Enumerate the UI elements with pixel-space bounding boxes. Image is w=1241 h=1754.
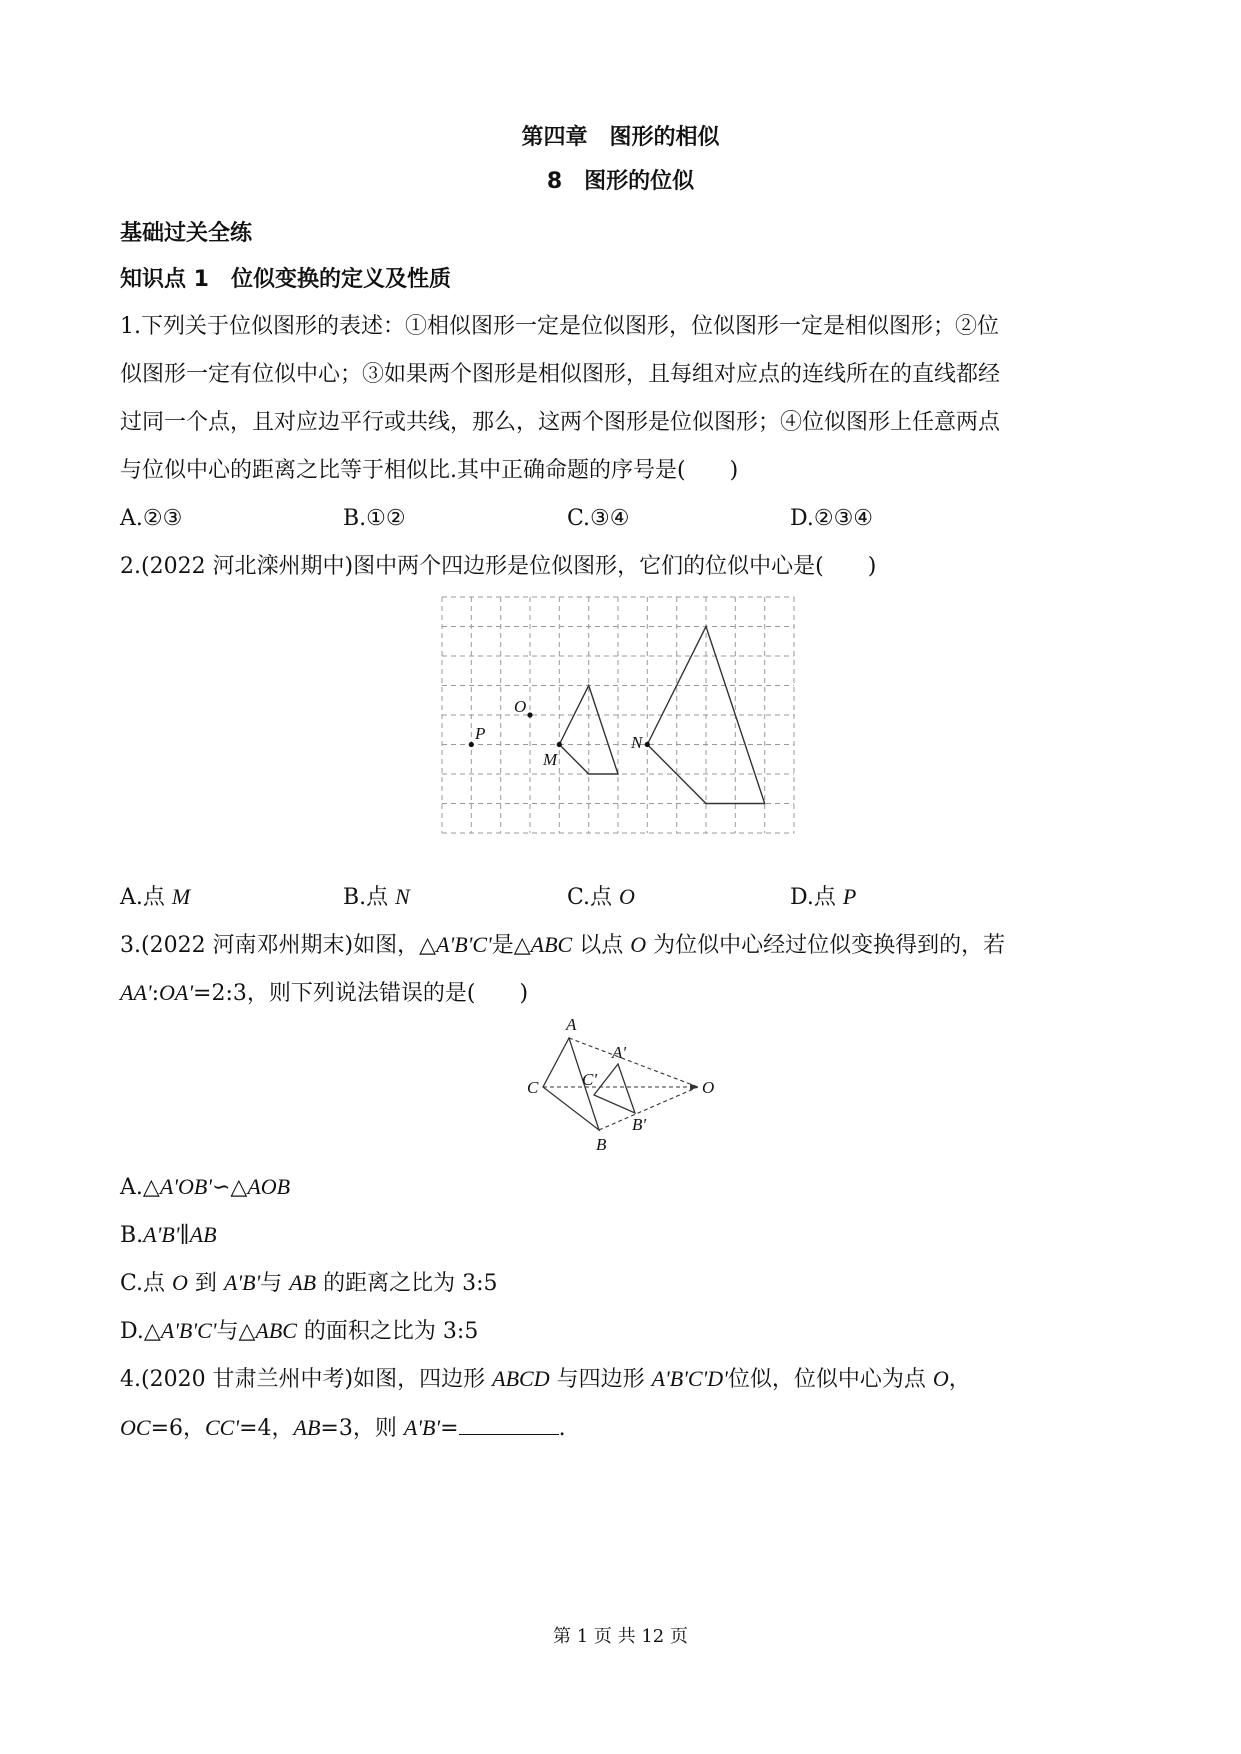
knowledge-heading: 知识点 1 位似变换的定义及性质 bbox=[120, 267, 451, 292]
q3-label-b1: B' bbox=[632, 1115, 647, 1134]
q3-option-c: C.点 O 到 A'B'与 AB 的距离之比为 3:5 bbox=[120, 1270, 498, 1296]
q3-label-a1: A' bbox=[612, 1043, 627, 1062]
q2-option-a: A.点 M bbox=[120, 884, 191, 910]
q2-option-d: D.点 P bbox=[790, 884, 857, 910]
q1-option-b: B.①② bbox=[343, 506, 406, 531]
q3-triangle-a1b1c1 bbox=[594, 1064, 635, 1113]
q2-label-m: M bbox=[543, 750, 558, 769]
q1-line-4: 与位似中心的距离之比等于相似比.其中正确命题的序号是( ) bbox=[120, 458, 739, 483]
q3-option-d: D.△A'B'C'与△ABC 的面积之比为 3:5 bbox=[120, 1318, 479, 1344]
q2-label-p: P bbox=[475, 724, 486, 743]
q2-point-n bbox=[645, 742, 650, 747]
q2-point-p bbox=[469, 742, 474, 747]
q1-line-3: 过同一个点，且对应边平行或共线，那么，这两个图形是位似图形；④位似图形上任意两点 bbox=[120, 410, 1001, 435]
q4-line-1: 4.(2020 甘肃兰州中考)如图，四边形 ABCD 与四边形 A'B'C'D'位似，位似中心为点 O， bbox=[120, 1366, 971, 1392]
q1-line-2: 似图形一定有位似中心；③如果两个图形是相似图形，且每组对应点的连线所在的直线都经 bbox=[120, 362, 1001, 387]
q2-text: 2.(2022 河北滦州期中)图中两个四边形是位似图形，它们的位似中心是( ) bbox=[120, 554, 877, 579]
section-title: 8 图形的位似 bbox=[546, 169, 695, 194]
q3-label-c1: C' bbox=[582, 1070, 597, 1089]
q3-option-b: B.A'B'∥AB bbox=[120, 1222, 217, 1248]
q2-label-o: O bbox=[514, 697, 527, 716]
q2-figure bbox=[440, 595, 800, 835]
q2-point-o bbox=[527, 712, 532, 717]
q3-option-a: A.△A'OB'∽△AOB bbox=[120, 1174, 291, 1200]
q1-option-c: C.③④ bbox=[567, 506, 630, 531]
q2-point-m bbox=[557, 742, 562, 747]
page-footer: 第 1 页 共 12 页 bbox=[553, 1626, 688, 1647]
q2-option-c: C.点 O bbox=[567, 884, 635, 910]
q1-option-d: D.②③④ bbox=[790, 506, 874, 531]
q3-figure bbox=[520, 1012, 720, 1157]
q2-label-n: N bbox=[631, 733, 643, 752]
q2-grid bbox=[442, 597, 794, 833]
practice-heading: 基础过关全练 bbox=[120, 221, 253, 246]
q1-line-1: 1.下列关于位似图形的表述：①相似图形一定是位似图形，位似图形一定是相似图形；②位 bbox=[120, 314, 999, 339]
q3-line-1: 3.(2022 河南邓州期末)如图，△A'B'C'是△ABC 以点 O 为位似中心经过位似变换得到的，若 bbox=[120, 932, 1006, 958]
q3-label-o: O bbox=[702, 1078, 715, 1097]
q4-answer-blank[interactable] bbox=[459, 1416, 559, 1435]
q3-label-a: A bbox=[566, 1015, 577, 1034]
q2-option-b: B.点 N bbox=[343, 884, 410, 910]
q1-option-a: A.②③ bbox=[120, 506, 183, 531]
chapter-title: 第四章 图形的相似 bbox=[521, 125, 720, 150]
q4-line-2: OC=6，CC'=4，AB=3，则 A'B'= . bbox=[120, 1415, 566, 1441]
q3-arrow-head bbox=[690, 1084, 698, 1091]
q3-label-b: B bbox=[596, 1135, 607, 1154]
q3-line-2: AA':OA'=2:3，则下列说法错误的是( ) bbox=[120, 980, 529, 1006]
q3-label-c: C bbox=[527, 1078, 539, 1097]
